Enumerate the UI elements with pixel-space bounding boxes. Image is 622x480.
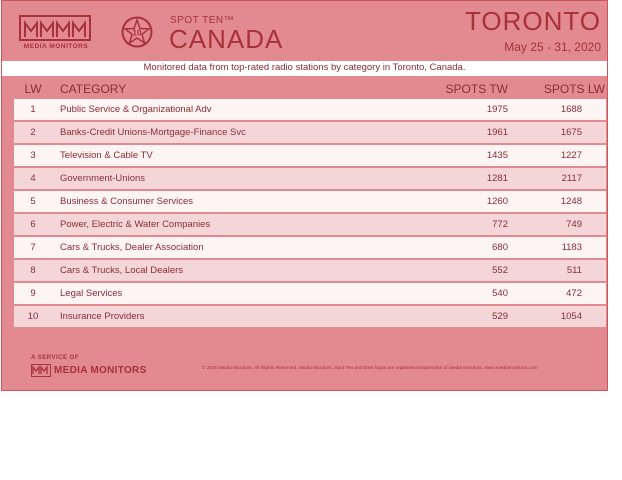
row-category: Insurance Providers: [60, 311, 145, 322]
row-spots-tw: 1281: [486, 173, 508, 184]
report-footer: [2, 344, 607, 391]
row-spots-tw: 772: [492, 219, 508, 230]
spot-ten-label: SPOT TEN™: [170, 15, 235, 26]
column-header-spots-tw: SPOTS TW: [445, 82, 508, 96]
badge-number: 10: [132, 28, 142, 38]
table-row: [14, 145, 606, 166]
row-spots-tw: 1975: [486, 104, 508, 115]
row-rank: 8: [30, 265, 36, 276]
row-spots-lw: 2117: [561, 173, 582, 184]
row-rank: 7: [30, 242, 36, 253]
row-spots-lw: 1183: [561, 242, 582, 253]
row-spots-tw: 552: [492, 265, 508, 276]
row-spots-lw: 472: [566, 288, 582, 299]
report-header: [2, 1, 607, 61]
row-rank: 6: [30, 219, 36, 230]
row-category: Public Service & Organizational Adv: [60, 104, 212, 115]
row-spots-lw: 1227: [560, 150, 582, 161]
row-spots-lw: 1688: [560, 104, 582, 115]
row-spots-tw: 1260: [486, 196, 508, 207]
row-spots-lw: 749: [566, 219, 582, 230]
row-spots-lw: 1248: [560, 196, 582, 207]
row-rank: 10: [27, 311, 39, 322]
table-row: [14, 306, 606, 327]
row-spots-lw: 1675: [560, 127, 582, 138]
column-header-spots-lw: SPOTS LW: [543, 82, 605, 96]
row-spots-lw: 1054: [560, 311, 582, 322]
row-rank: 1: [30, 104, 36, 115]
table-row: [14, 283, 606, 304]
row-spots-tw: 540: [492, 288, 508, 299]
table-row: [14, 191, 606, 212]
row-spots-tw: 529: [492, 311, 508, 322]
table-row: [14, 122, 606, 143]
country-title: CANADA: [169, 24, 284, 54]
table-row: [14, 260, 606, 281]
row-category: Cars & Trucks, Local Dealers: [60, 265, 184, 276]
row-category: Government-Unions: [60, 173, 146, 184]
date-range: May 25 - 31, 2020: [504, 40, 601, 54]
row-spots-lw: 511: [566, 265, 582, 276]
row-spots-tw: 1961: [486, 127, 508, 138]
column-header-lw: LW: [24, 82, 42, 96]
service-label: A SERVICE OF: [31, 355, 80, 361]
footer-logo-text: MEDIA MONITORS: [54, 365, 147, 376]
row-category: Legal Services: [60, 288, 123, 299]
copyright-notice: © 2020 Media Monitors. All Rights Reserved. Media Monitors, Spot Ten and their logos are registered trademarks of Media Monitors. www.mediamonitors.com: [202, 366, 538, 371]
table-row: [14, 237, 606, 258]
star-badge-icon: [121, 16, 153, 48]
row-rank: 3: [30, 150, 36, 161]
table-row: [14, 168, 606, 189]
ranking-table: [2, 76, 607, 344]
city-title: TORONTO: [464, 6, 601, 36]
row-rank: 9: [30, 288, 36, 299]
spot-ten-report-card: [1, 0, 608, 391]
media-monitors-logo-mark: [19, 15, 91, 41]
row-category: Power, Electric & Water Companies: [60, 219, 211, 230]
row-spots-tw: 680: [492, 242, 508, 253]
row-spots-tw: 1435: [486, 150, 508, 161]
row-category: Cars & Trucks, Dealer Association: [60, 242, 204, 253]
logo-waveform-icon: [23, 19, 89, 39]
row-category: Television & Cable TV: [60, 150, 153, 161]
footer-logo-mark-icon: [31, 364, 51, 377]
row-category: Business & Consumer Services: [60, 196, 194, 207]
report-subtitle: Monitored data from top-rated radio stations by category in Toronto, Canada.: [143, 62, 466, 73]
row-rank: 2: [30, 127, 36, 138]
row-rank: 5: [30, 196, 36, 207]
logo-text: MEDIA MONITORS: [23, 43, 89, 50]
row-category: Banks-Credit Unions-Mortgage-Finance Svc: [60, 127, 246, 138]
table-row: [14, 214, 606, 235]
column-header-category: CATEGORY: [60, 82, 127, 96]
row-rank: 4: [30, 173, 36, 184]
media-monitors-logo: [19, 15, 93, 52]
table-row: [14, 99, 606, 120]
